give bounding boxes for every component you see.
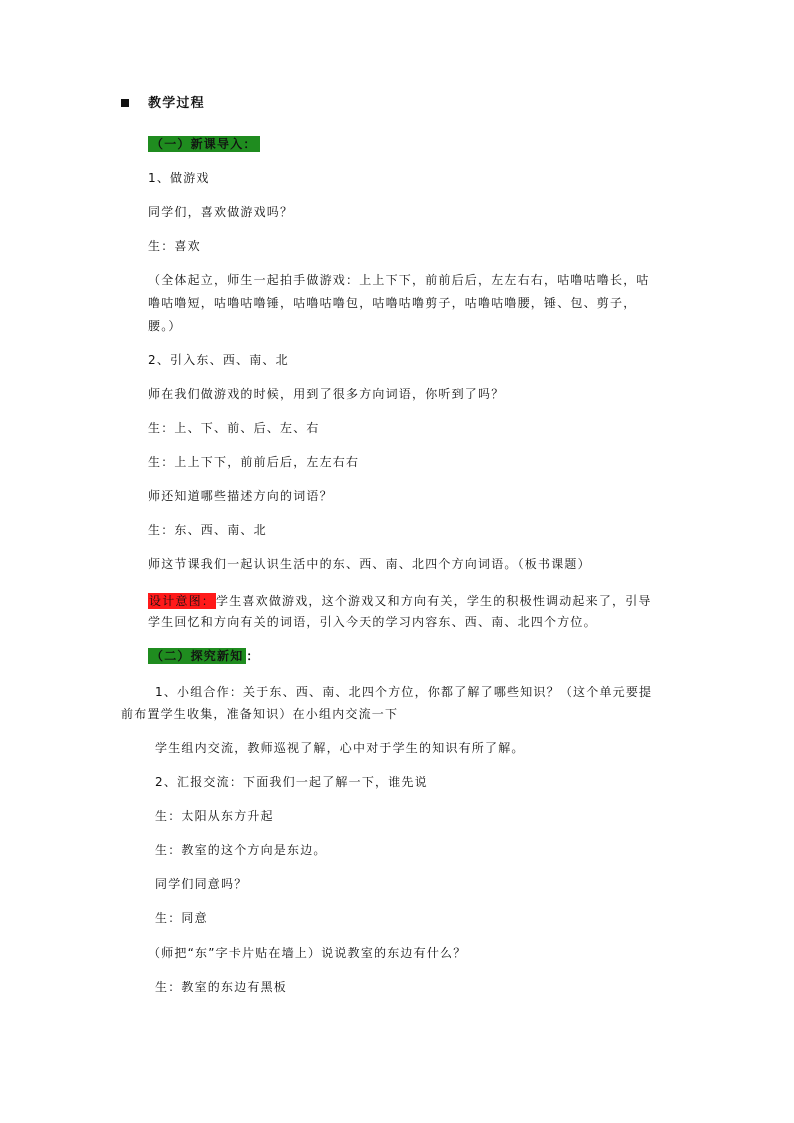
paragraph: 生：同意 <box>155 911 208 925</box>
paragraph: 学生回忆和方向有关的词语，引入今天的学习内容东、西、南、北四个方位。 <box>148 615 597 629</box>
paragraph: 师还知道哪些描述方向的词语？ <box>148 489 333 503</box>
subheading-2-label: （二）探究新知 <box>148 648 246 664</box>
paragraph: 2、汇报交流：下面我们一起了解一下，谁先说 <box>155 775 428 789</box>
design-intent-text: 学生喜欢做游戏，这个游戏又和方向有关，学生的积极性调动起来了，引导 <box>216 594 652 608</box>
subheading-1-label: （一）新课导入： <box>148 136 260 152</box>
paragraph: 生：上上下下，前前后后，左左右右 <box>148 455 360 469</box>
paragraph: 师这节课我们一起认识生活中的东、西、南、北四个方向词语。（板书课题） <box>148 557 591 571</box>
design-intent-line <box>148 593 652 609</box>
paragraph: 同学们，喜欢做游戏吗？ <box>148 205 294 219</box>
paragraph: 生：教室的东边有黑板 <box>155 980 288 994</box>
paragraph: 师在我们做游戏的时候，用到了很多方向词语，你听到了吗？ <box>148 387 505 401</box>
paragraph: （师把“东”字卡片贴在墙上）说说教室的东边有什么？ <box>148 946 467 960</box>
paragraph: 腰。） <box>148 319 182 333</box>
bullet-square-icon <box>121 99 129 107</box>
design-intent-label: 设计意图： <box>149 594 216 608</box>
paragraph: 生：教室的这个方向是东边。 <box>155 843 327 857</box>
section-title: 教学过程 <box>148 96 205 111</box>
paragraph: 生：东、西、南、北 <box>148 523 267 537</box>
paragraph: 学生组内交流，教师巡视了解，心中对于学生的知识有所了解。 <box>155 741 525 755</box>
paragraph: 生：喜欢 <box>148 239 201 253</box>
paragraph: 生：太阳从东方升起 <box>155 809 274 823</box>
paragraph: 噜咕噜短，咕噜咕噜锤，咕噜咕噜包，咕噜咕噜剪子，咕噜咕噜腰，锤、包、剪子， <box>148 296 637 310</box>
subheading-1 <box>148 136 260 152</box>
paragraph: 生：上、下、前、后、左、右 <box>148 421 320 435</box>
paragraph: 前布置学生收集，准备知识）在小组内交流一下 <box>121 707 399 721</box>
paragraph: （全体起立，师生一起拍手做游戏：上上下下，前前后后，左左右右，咕噜咕噜长，咕 <box>148 273 650 287</box>
paragraph: 1、小组合作：关于东、西、南、北四个方位，你都了解了哪些知识？（这个单元要提 <box>155 685 653 699</box>
paragraph: 2、引入东、西、南、北 <box>148 353 289 367</box>
subheading-2 <box>148 648 260 664</box>
subheading-2-colon: ： <box>246 649 260 663</box>
paragraph: 1、做游戏 <box>148 171 210 185</box>
paragraph: 同学们同意吗？ <box>155 877 248 891</box>
